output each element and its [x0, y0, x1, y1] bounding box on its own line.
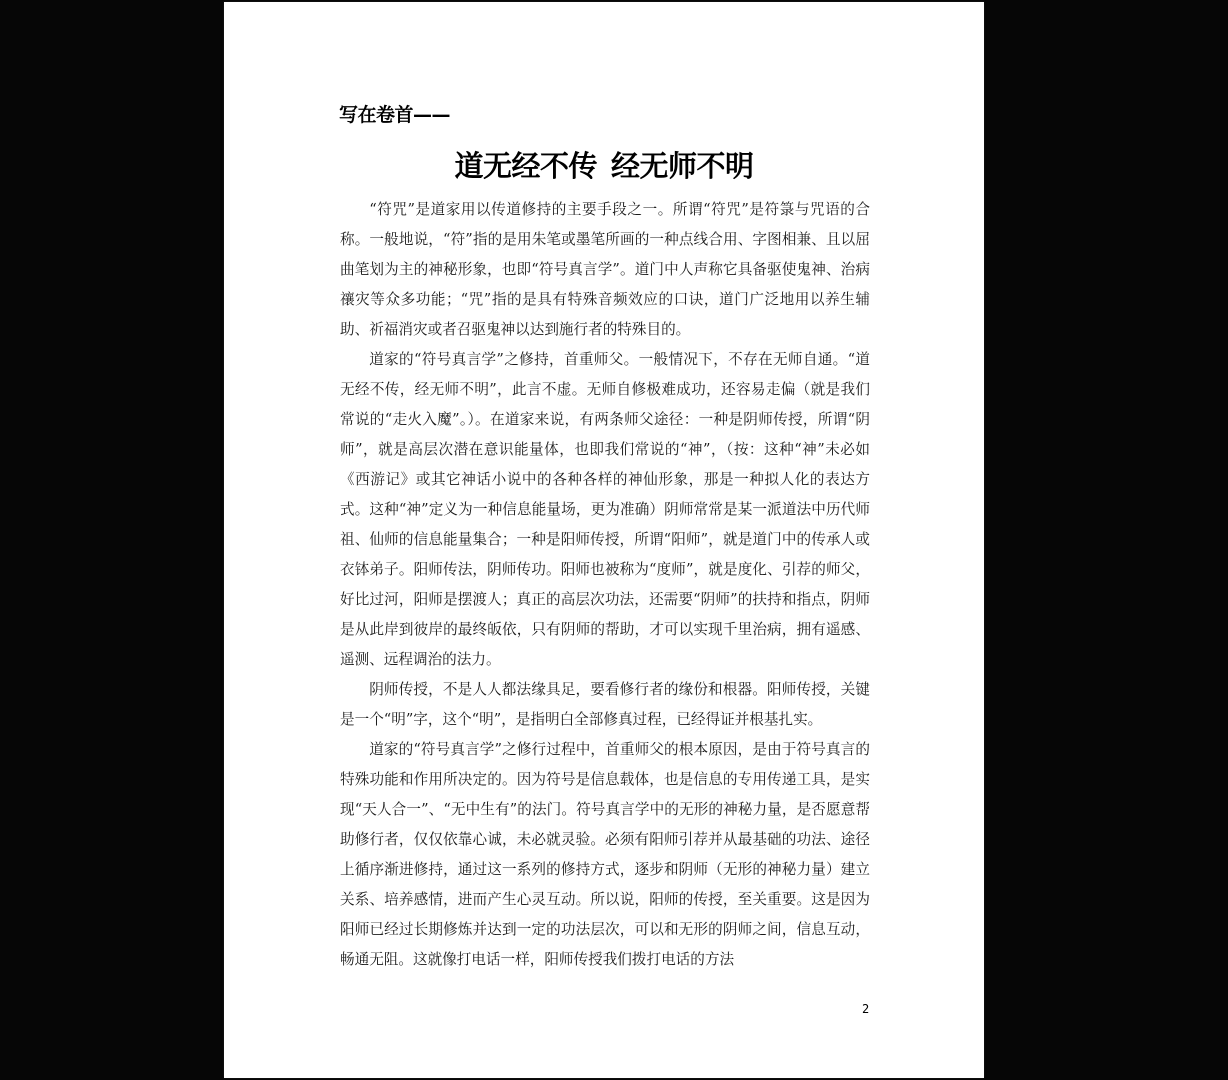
paragraph-4: 道家的“符号真言学”之修行过程中，首重师父的根本原因，是由于符号真言的特殊功能和作用所决定的。因为符号是信息载体，也是信息的专用传递工具，是实现“天人合一”、“无中生有”的法门。符号真言学中的无形的神秘力量，是否愿意帮助修行者，仅仅依靠心诚，未必就灵验。必须有阳师引荐并从最基础的功法、途径上循序渐进修持，通过这一系列的修持方式，逐步和阴师（无形的神秘力量）建立关系、培养感情，进而产生心灵互动。所以说，阳师的传授，至关重要。这是因为阳师已经过长期修炼并达到一定的功法层次，可以和无形的阴师之间，信息互动，畅通无阻。这就像打电话一样，阳师传授我们拨打电话的方法 — [340, 741, 870, 968]
paragraph-3: 阴师传授，不是人人都法缘具足，要看修行者的缘份和根器。阳师传授，关键是一个“明”字，这个“明”，是指明白全部修真过程，已经得证并根基扎实。 — [340, 681, 870, 728]
document-page — [224, 2, 984, 1078]
title-part-1: 道无经不传 — [454, 149, 597, 183]
preface-heading: 写在卷首—— — [339, 104, 451, 126]
title-part-2: 经无师不明 — [611, 149, 754, 183]
paragraph-1: “符咒”是道家用以传道修持的主要手段之一。所谓“符咒”是符箓与咒语的合称。一般地说，“符”指的是用朱笔或墨笔所画的一种点线合用、字图相兼、且以屈曲笔划为主的神秘形象，也即“符号真言学”。道门中人声称它具备驱使鬼神、治病禳灾等众多功能；“咒”指的是具有特殊音频效应的口诀，道门广泛地用以养生辅助、祈福消灾或者召驱鬼神以达到施行者的特殊目的。 — [340, 201, 870, 338]
page-title — [224, 146, 984, 186]
paragraph-2: 道家的“符号真言学”之修持，首重师父。一般情况下，不存在无师自通。“道无经不传，经无师不明”，此言不虚。无师自修极难成功，还容易走偏（就是我们常说的“走火入魔”。）。在道家来说，有两条师父途径：一种是阴师传授，所谓“阴师”，就是高层次潜在意识能量体，也即我们常说的“神”，（按：这种“神”未必如《西游记》或其它神话小说中的各种各样的神仙形象，那是一种拟人化的表达方式。这种“神”定义为一种信息能量场，更为准确）阴师常常是某一派道法中历代师祖、仙师的信息能量集合；一种是阳师传授，所谓“阳师”，就是道门中的传承人或衣钵弟子。阳师传法，阴师传功。阳师也被称为“度师”，就是度化、引荐的师父，好比过河，阳师是摆渡人；真正的高层次功法，还需要“阴师”的扶持和指点，阴师是从此岸到彼岸的最终皈依，只有阴师的帮助，才可以实现千里治病，拥有遥感、遥测、远程调治的法力。 — [340, 351, 870, 668]
page-number: 2 — [862, 1002, 870, 1016]
body-text — [340, 195, 870, 975]
